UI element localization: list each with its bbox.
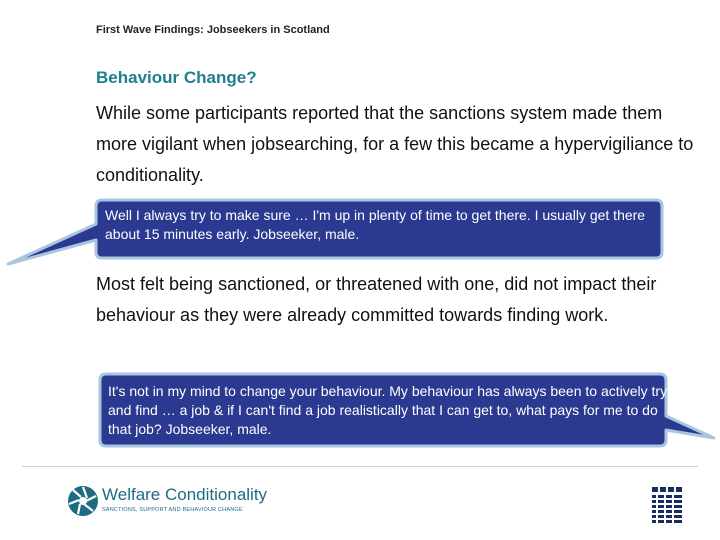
quote-callout-2 <box>0 370 720 460</box>
quote-callout-1 <box>0 196 720 276</box>
logo-title: Welfare Conditionality <box>102 485 268 504</box>
logo-subtitle: SANCTIONS, SUPPORT AND BEHAVIOUR CHANGE <box>102 507 243 513</box>
footer-divider <box>22 466 698 467</box>
paragraph-vigilance: While some participants reported that the sanctions system made them more vigilant when jobsearching, for a few this became a hypervigiliance to conditionality. <box>96 103 694 185</box>
slide-header: First Wave Findings: Jobseekers in Scotland <box>96 24 330 36</box>
quote-text-2: It's not in my mind to change your behaviour. My behaviour has always been to actively try and find … a job & if I can't find a job realistically that I can get to, what pays for me to do that job? Jobseeker, male. <box>108 383 668 437</box>
quote-text-1: Well I always try to make sure … I'm up in plenty of time to get there. I usually get there about 15 minutes early. Jobseeker, male. <box>105 207 646 242</box>
esrc-logo-icon <box>650 485 686 525</box>
welfare-conditionality-logo <box>66 480 286 522</box>
aperture-icon <box>66 484 100 518</box>
slide-heading: Behaviour Change? <box>96 68 257 87</box>
paragraph-no-impact: Most felt being sanctioned, or threatened with one, did not impact their behaviour as they were already committed towards finding work. <box>96 274 657 325</box>
